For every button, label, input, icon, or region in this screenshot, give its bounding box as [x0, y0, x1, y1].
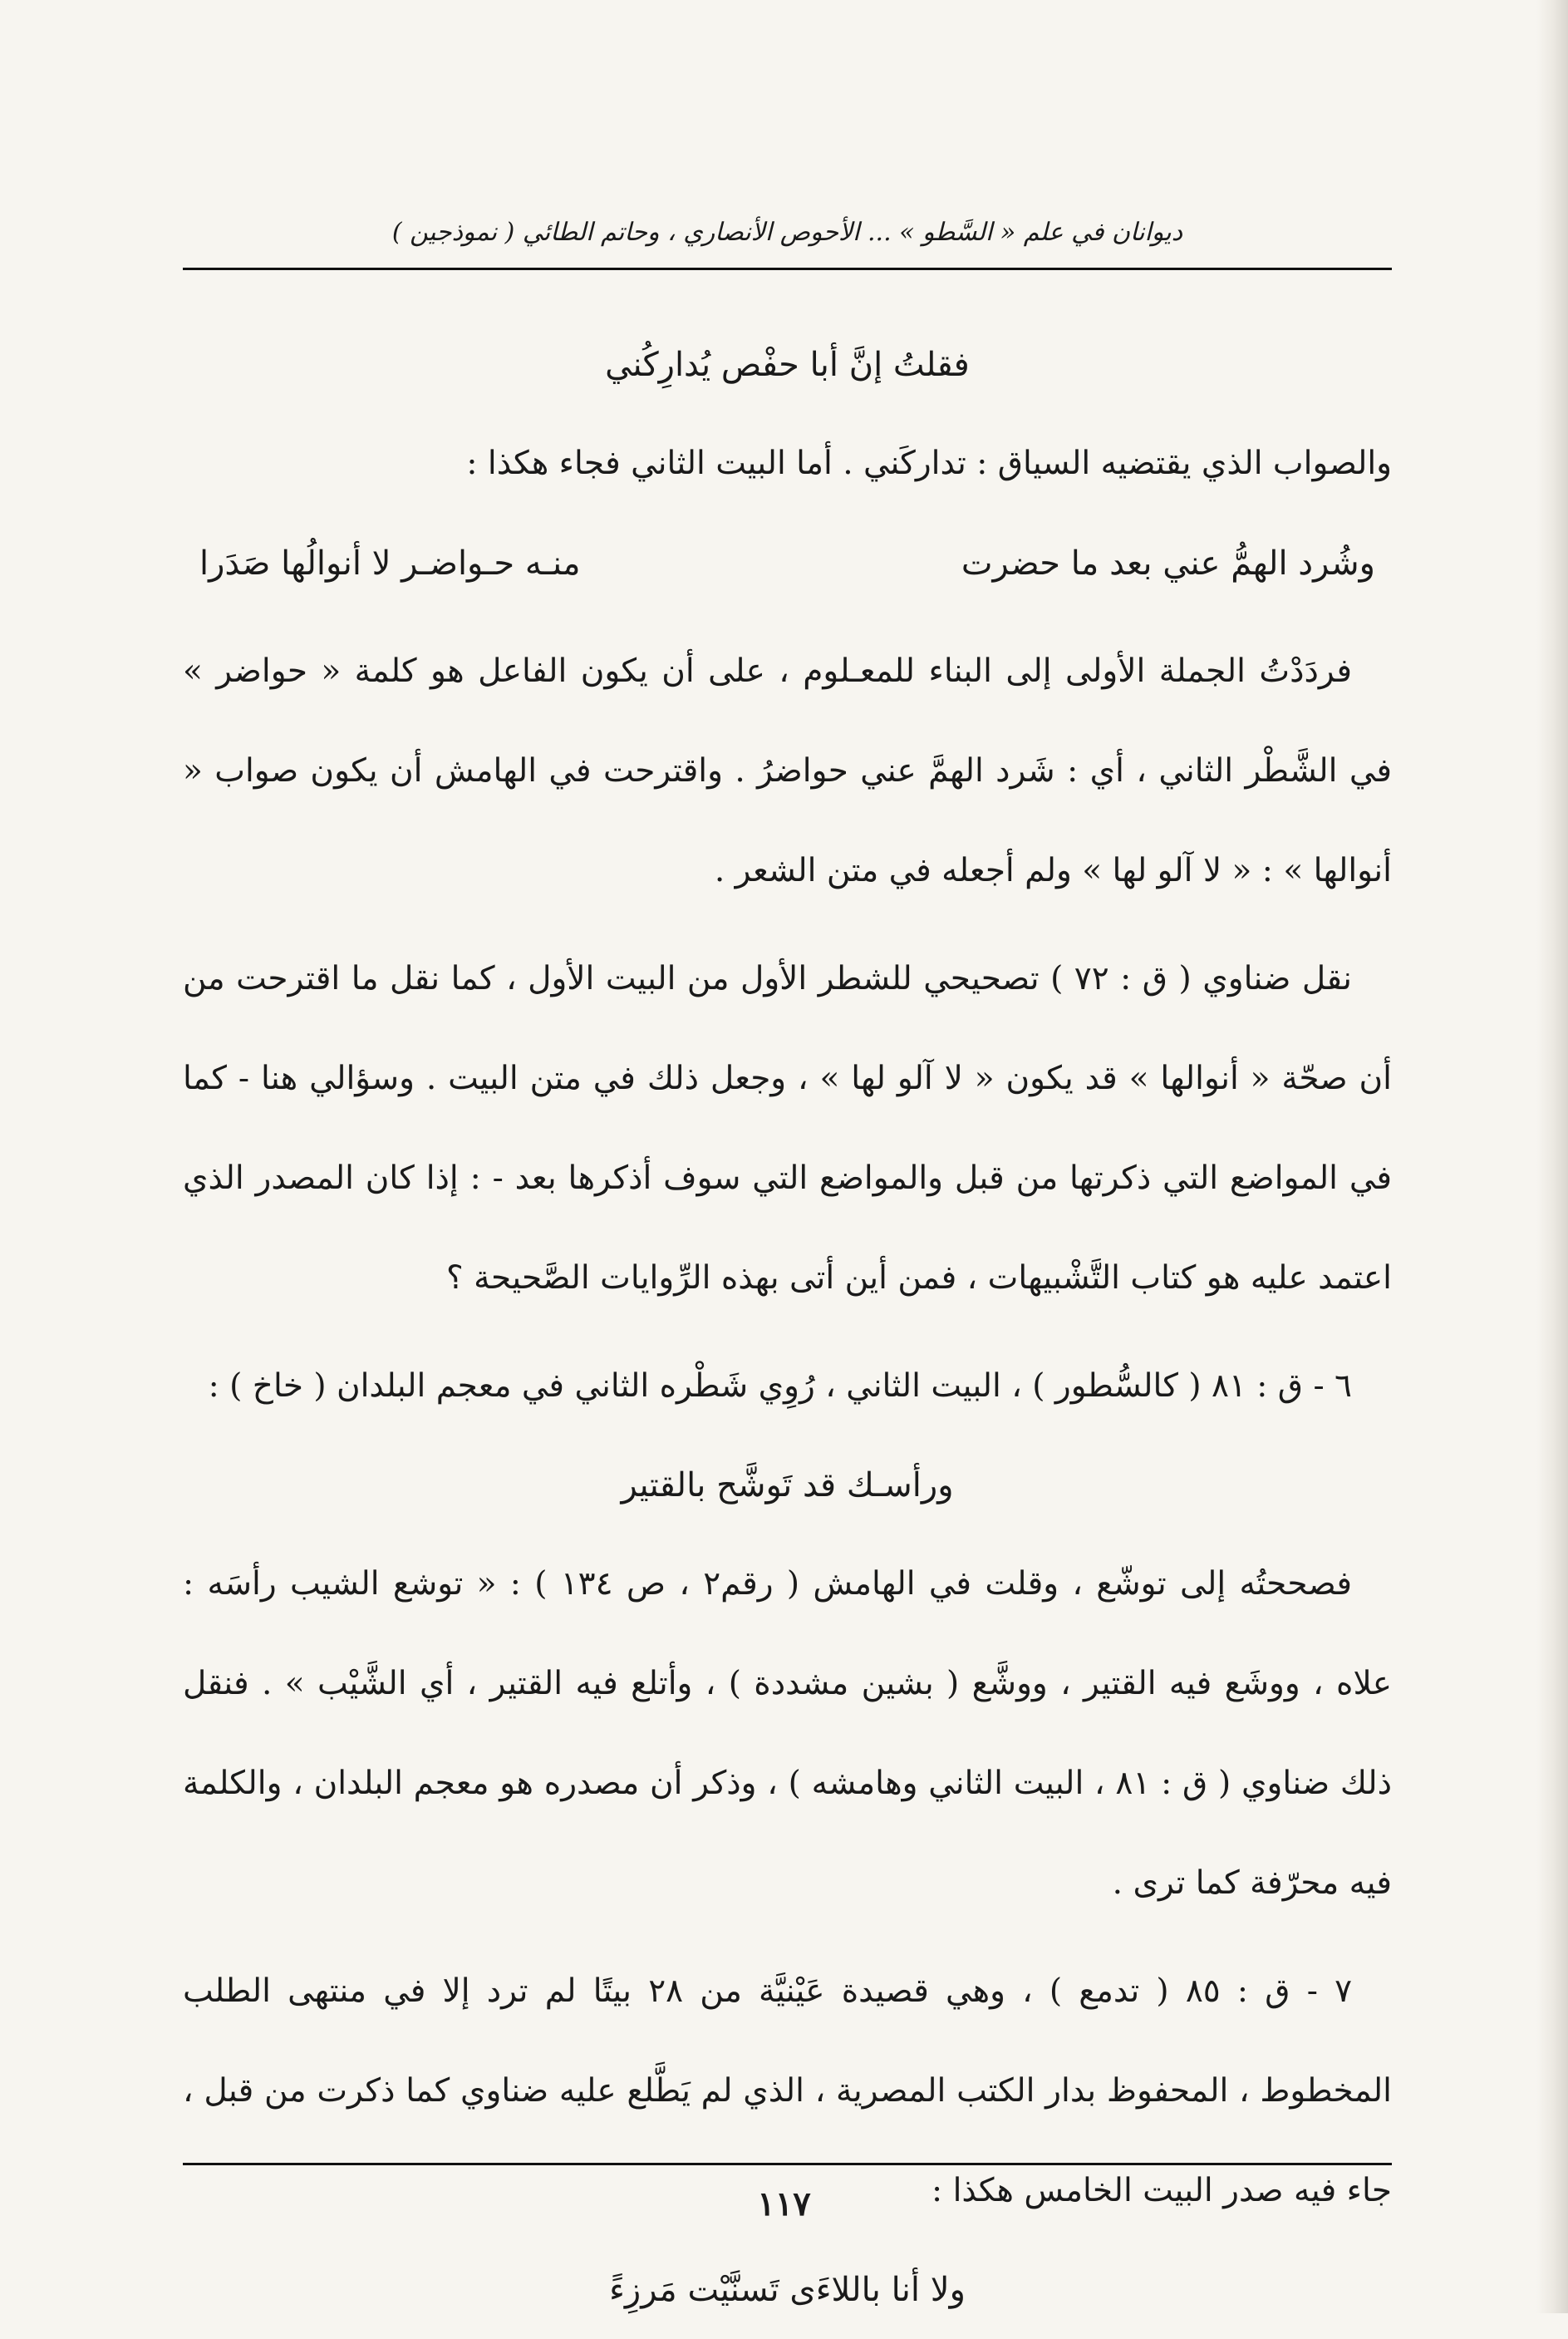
verse-line: ولا أنا باللاءَى تَسنَّيْت مَرزِءً	[609, 2271, 966, 2309]
paragraph: ٧ - ق : ٨٥ ( تدمع ) ، وهي قصيدة عَيْنيَّة من ٢٨ بيتًا لم ترد إلا في منتهى الطلب المخطوط ، المحفوظ بدار الكتب المصرية ، الذي لم يَطَّلع عليه ضناوي كما ذكرت من قبل ، جاء فيه صدر البيت الخامس هكذا :	[183, 1972, 1392, 2209]
paragraph: ٦ - ق : ٨١ ( كالسُّطور ) ، البيت الثاني ، رُوِي شَطْره الثاني في معجم البلدان ( خاخ ) :	[208, 1367, 1352, 1405]
paragraph: فردَدْتُ الجملة الأولى إلى البناء للمعـلوم ، على أن يكون الفاعل هو كلمة « حواضر » في الشَّطْر الثاني ، أي : شَرد الهمَّ عني حواضرُ . واقترحت في الهامش أن يكون صواب « أنوالها » : « لا آلو لها » ولم أجعله في متن الشعر .	[183, 652, 1392, 889]
verse-second-hemistich: منـه حـواضـر لا أنوالُها صَدَرا	[199, 544, 581, 583]
footer-rule	[183, 2163, 1392, 2165]
verse-couplet	[183, 514, 1392, 613]
spacer	[183, 613, 1392, 622]
paragraph: فصححتُه إلى توشّع ، وقلت في الهامش ( رقم٢ ، ص ١٣٤ ) : « توشع الشيب رأسَه : علاه ، ووشَع فيه القتير ، ووشَّع ( بشين مشددة ) ، وأتلع فيه القتير ، أي الشَّيْب » . فنقل ذلك ضناوي ( ق : ٨١ ، البيت الثاني وهامشه ) ، وذكر أن مصدره هو معجم البلدان ، والكلمة فيه محرّفة كما ترى .	[183, 1565, 1392, 1902]
spacer	[183, 1328, 1392, 1337]
running-header: ديوانان في علم « السَّطو » ... الأحوص الأنصاري ، وحاتم الطائي ( نموذجين )	[391, 218, 1183, 247]
verse-line: فقلتُ إنَّ أبا حفْص يُدارِكُني	[605, 346, 970, 384]
header-rule	[183, 268, 1392, 270]
verse-line: ورأسـك قد تَوشَّح بالقتير	[621, 1466, 954, 1504]
page-number: ١١٧	[757, 2184, 811, 2223]
paragraph: نقل ضناوي ( ق : ٧٢ ) تصحيحي للشطر الأول من البيت الأول ، كما نقل ما اقترحت من أن صحّة « أنوالها » قد يكون « لا آلو لها » ، وجعل ذلك في متن البيت . وسؤالي هنا - كما في المواضع التي ذكرتها من قبل والمواضع التي سوف أذكرها بعد - : إذا كان المصدر الذي اعتمد عليه هو كتاب التَّشْبيهات ، فمن أين أتى بهذه الرِّوايات الصَّحيحة ؟	[183, 960, 1392, 1297]
paragraph: والصواب الذي يقتضيه السياق : تداركَني . أما البيت الثاني فجاء هكذا :	[466, 445, 1392, 482]
spacer	[183, 1933, 1392, 1942]
page-edge-shadow	[1536, 0, 1568, 2313]
spacer	[183, 921, 1392, 929]
verse-first-hemistich: وشُرد الهمُّ عني بعد ما حضرت	[961, 544, 1375, 583]
